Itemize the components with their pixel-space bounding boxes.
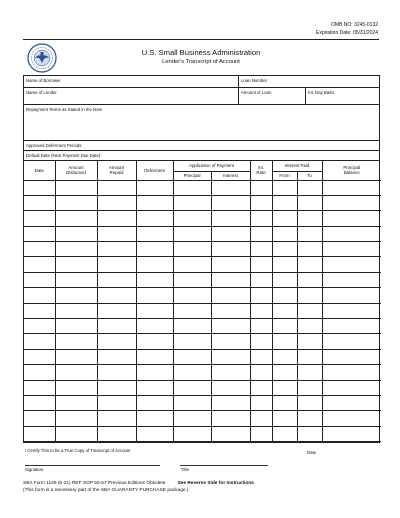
- table-cell[interactable]: [97, 365, 136, 380]
- form-title: Lender's Transcript of Account: [162, 59, 240, 65]
- table-cell[interactable]: [97, 272, 136, 287]
- table-row: [24, 288, 381, 303]
- lender-row: [24, 88, 379, 105]
- table-cell[interactable]: [136, 334, 173, 349]
- table-row: [24, 395, 381, 410]
- table-row: [24, 257, 381, 272]
- table-cell[interactable]: [211, 411, 250, 426]
- col-int-rate: Int. Rate: [250, 161, 272, 180]
- deferment-periods-row: [24, 141, 379, 151]
- col-interest-paid: Interest Paid: [272, 161, 322, 171]
- table-row: [24, 303, 381, 318]
- table-cell[interactable]: [250, 288, 272, 303]
- table-cell[interactable]: [24, 303, 55, 318]
- table-cell[interactable]: [211, 319, 250, 334]
- table-cell[interactable]: [136, 211, 173, 226]
- table-cell[interactable]: [136, 411, 173, 426]
- table-cell[interactable]: [173, 257, 211, 272]
- table-cell[interactable]: [322, 334, 381, 349]
- default-date-field[interactable]: Default Date (Next Payment Due Date):: [26, 152, 102, 158]
- table-cell[interactable]: [211, 180, 250, 195]
- table-cell[interactable]: [297, 365, 322, 380]
- col-to: To: [297, 171, 322, 180]
- table-cell[interactable]: [211, 195, 250, 210]
- table-cell[interactable]: [55, 211, 97, 226]
- table-cell[interactable]: [211, 303, 250, 318]
- amount-of-loan-field[interactable]: Amount of Loan: [239, 88, 306, 104]
- table-cell[interactable]: [97, 349, 136, 364]
- table-cell[interactable]: [97, 334, 136, 349]
- table-cell[interactable]: [55, 195, 97, 210]
- agency-name: U.S. Small Business Administration: [141, 48, 261, 57]
- table-cell[interactable]: [322, 411, 381, 426]
- table-cell[interactable]: [24, 426, 55, 441]
- table-cell[interactable]: [173, 211, 211, 226]
- table-cell[interactable]: [297, 242, 322, 257]
- table-cell[interactable]: [297, 257, 322, 272]
- table-cell[interactable]: [136, 349, 173, 364]
- table-cell[interactable]: [173, 195, 211, 210]
- table-row: [24, 334, 381, 349]
- table-cell[interactable]: [97, 195, 136, 210]
- omb-info: [316, 22, 378, 37]
- table-row: [24, 180, 381, 195]
- table-cell[interactable]: [322, 319, 381, 334]
- table-cell[interactable]: [322, 303, 381, 318]
- table-cell[interactable]: [97, 411, 136, 426]
- table-cell[interactable]: [272, 272, 297, 287]
- table-cell[interactable]: [97, 242, 136, 257]
- table-cell[interactable]: [173, 349, 211, 364]
- table-cell[interactable]: [297, 303, 322, 318]
- table-cell[interactable]: [24, 211, 55, 226]
- table-cell[interactable]: [211, 334, 250, 349]
- table-cell[interactable]: [24, 242, 55, 257]
- table-cell[interactable]: [136, 426, 173, 441]
- table-cell[interactable]: [55, 303, 97, 318]
- table-cell[interactable]: [211, 380, 250, 395]
- table-cell[interactable]: [272, 365, 297, 380]
- table-cell[interactable]: [97, 226, 136, 241]
- int-day-basis-field[interactable]: Int. Day Basis: [308, 89, 335, 95]
- table-cell[interactable]: [250, 411, 272, 426]
- table-cell[interactable]: [322, 426, 381, 441]
- form-header: [23, 39, 379, 75]
- table-cell[interactable]: [211, 257, 250, 272]
- col-date: Date: [24, 161, 55, 180]
- reverse-instructions: See Reverse Side for Instructions: [177, 481, 254, 486]
- table-cell[interactable]: [297, 195, 322, 210]
- table-cell[interactable]: [272, 257, 297, 272]
- table-cell[interactable]: [250, 242, 272, 257]
- table-cell[interactable]: [136, 319, 173, 334]
- table-cell[interactable]: [322, 288, 381, 303]
- table-cell[interactable]: [55, 226, 97, 241]
- signature-line[interactable]: [25, 465, 160, 466]
- title-label: Title: [181, 467, 189, 472]
- table-cell[interactable]: [97, 211, 136, 226]
- table-cell[interactable]: [297, 380, 322, 395]
- table-cell[interactable]: [173, 180, 211, 195]
- title-line[interactable]: [180, 465, 268, 466]
- table-cell[interactable]: [272, 180, 297, 195]
- date-label: Date: [307, 450, 317, 455]
- ledger-row: [24, 161, 379, 442]
- table-row: [24, 411, 381, 426]
- table-row: [24, 426, 381, 441]
- col-from: From: [272, 171, 297, 180]
- table-cell[interactable]: [297, 334, 322, 349]
- form-id: SBA Form 1149 (5-21) REF SOP 50-57 Previous Editions Obsolete: [23, 481, 166, 486]
- borrower-field[interactable]: Name of Borrower: [24, 76, 239, 87]
- repayment-terms-row: [24, 105, 379, 141]
- table-row: [24, 380, 381, 395]
- table-cell[interactable]: [173, 242, 211, 257]
- table-cell[interactable]: [173, 288, 211, 303]
- table-cell[interactable]: [211, 349, 250, 364]
- table-cell[interactable]: [24, 195, 55, 210]
- table-cell[interactable]: [297, 395, 322, 410]
- table-cell[interactable]: [173, 365, 211, 380]
- table-cell[interactable]: [250, 195, 272, 210]
- table-cell[interactable]: [173, 303, 211, 318]
- table-cell[interactable]: [173, 334, 211, 349]
- loan-number-field[interactable]: Loan Number: [241, 77, 268, 83]
- table-cell[interactable]: [272, 426, 297, 441]
- table-cell[interactable]: [322, 365, 381, 380]
- table-cell[interactable]: [136, 272, 173, 287]
- table-row: [24, 319, 381, 334]
- table-cell[interactable]: [97, 303, 136, 318]
- table-row: [24, 272, 381, 287]
- omb-number: OMB NO: 3245-0132: [331, 22, 378, 28]
- table-cell[interactable]: [297, 226, 322, 241]
- table-row: [24, 226, 381, 241]
- table-cell[interactable]: [297, 319, 322, 334]
- table-cell[interactable]: [211, 242, 250, 257]
- table-cell[interactable]: [136, 365, 173, 380]
- table-cell[interactable]: [250, 319, 272, 334]
- table-cell[interactable]: [24, 411, 55, 426]
- col-application-of-payment: Application of Payment: [173, 161, 250, 171]
- transcript-rows: [24, 180, 381, 442]
- table-cell[interactable]: [297, 426, 322, 441]
- table-cell[interactable]: [250, 349, 272, 364]
- table-cell[interactable]: [136, 303, 173, 318]
- table-cell[interactable]: [24, 180, 55, 195]
- table-cell[interactable]: [297, 349, 322, 364]
- table-cell[interactable]: [272, 349, 297, 364]
- table-cell[interactable]: [272, 242, 297, 257]
- table-cell[interactable]: [250, 226, 272, 241]
- table-cell[interactable]: [322, 380, 381, 395]
- table-cell[interactable]: [272, 395, 297, 410]
- table-cell[interactable]: [173, 380, 211, 395]
- table-cell[interactable]: [24, 288, 55, 303]
- col-principal: Principal: [173, 171, 211, 180]
- table-cell[interactable]: [55, 288, 97, 303]
- table-cell[interactable]: [322, 180, 381, 195]
- table-cell[interactable]: [250, 272, 272, 287]
- table-row: [24, 195, 381, 210]
- table-cell[interactable]: [173, 411, 211, 426]
- form-footer: [23, 480, 254, 494]
- table-cell[interactable]: [55, 349, 97, 364]
- table-cell[interactable]: [211, 365, 250, 380]
- table-cell[interactable]: [322, 349, 381, 364]
- default-date-row: [24, 151, 379, 161]
- table-cell[interactable]: [24, 349, 55, 364]
- table-cell[interactable]: [322, 211, 381, 226]
- table-cell[interactable]: [272, 303, 297, 318]
- table-cell[interactable]: [272, 319, 297, 334]
- table-cell[interactable]: [250, 303, 272, 318]
- table-cell[interactable]: [211, 288, 250, 303]
- table-cell[interactable]: [55, 272, 97, 287]
- table-cell[interactable]: [272, 195, 297, 210]
- table-cell[interactable]: [136, 257, 173, 272]
- table-cell[interactable]: [322, 272, 381, 287]
- table-cell[interactable]: [272, 411, 297, 426]
- table-cell[interactable]: [24, 365, 55, 380]
- table-cell[interactable]: [55, 380, 97, 395]
- table-cell[interactable]: [97, 395, 136, 410]
- table-cell[interactable]: [55, 395, 97, 410]
- table-cell[interactable]: [322, 395, 381, 410]
- table-cell[interactable]: [55, 365, 97, 380]
- table-cell[interactable]: [24, 257, 55, 272]
- table-row: [24, 365, 381, 380]
- table-cell[interactable]: [250, 395, 272, 410]
- table-cell[interactable]: [250, 257, 272, 272]
- table-cell[interactable]: [173, 226, 211, 241]
- table-cell[interactable]: [250, 180, 272, 195]
- table-cell[interactable]: [24, 319, 55, 334]
- table-cell[interactable]: [97, 426, 136, 441]
- certify-statement: I Certify This to be a True Copy of Transcript of Account: [25, 448, 131, 453]
- table-cell[interactable]: [97, 319, 136, 334]
- table-cell[interactable]: [322, 242, 381, 257]
- table-cell[interactable]: [55, 242, 97, 257]
- lender-field[interactable]: Name of Lender: [24, 88, 239, 104]
- table-cell[interactable]: [211, 226, 250, 241]
- form-note: (This form is a necessary part of the SBA GUARANTY PURCHASE package.): [23, 488, 189, 493]
- table-cell[interactable]: [211, 426, 250, 441]
- table-cell[interactable]: [55, 426, 97, 441]
- col-deferment: Deferment: [136, 161, 173, 180]
- table-cell[interactable]: [24, 380, 55, 395]
- table-cell[interactable]: [173, 319, 211, 334]
- table-cell[interactable]: [250, 365, 272, 380]
- table-cell[interactable]: [173, 395, 211, 410]
- table-cell[interactable]: [136, 395, 173, 410]
- table-cell[interactable]: [297, 288, 322, 303]
- table-cell[interactable]: [297, 272, 322, 287]
- table-cell[interactable]: [272, 211, 297, 226]
- table-cell[interactable]: [55, 319, 97, 334]
- table-cell[interactable]: [272, 288, 297, 303]
- col-amount-disbursed: Amount Disbursed: [55, 161, 97, 180]
- table-cell[interactable]: [55, 257, 97, 272]
- expiration-date: Expiration Date: 05/31/2024: [316, 29, 378, 36]
- certification-block: [23, 445, 380, 473]
- table-cell[interactable]: [55, 334, 97, 349]
- table-cell[interactable]: [136, 288, 173, 303]
- table-cell[interactable]: [250, 211, 272, 226]
- table-cell[interactable]: [250, 426, 272, 441]
- table-row: [24, 211, 381, 226]
- table-cell[interactable]: [24, 226, 55, 241]
- table-cell[interactable]: [97, 180, 136, 195]
- table-row: [24, 349, 381, 364]
- table-cell[interactable]: [211, 272, 250, 287]
- table-cell[interactable]: [322, 226, 381, 241]
- repayment-terms-field[interactable]: Repayment Terms as Stated in the Note: [26, 106, 103, 112]
- table-cell[interactable]: [272, 226, 297, 241]
- deferment-periods-field[interactable]: Approved Deferment Periods:: [26, 142, 83, 148]
- table-cell[interactable]: [322, 257, 381, 272]
- table-cell[interactable]: [136, 180, 173, 195]
- table-cell[interactable]: [272, 380, 297, 395]
- table-cell[interactable]: [250, 334, 272, 349]
- col-amount-repaid: Amount Repaid: [97, 161, 136, 180]
- table-cell[interactable]: [97, 380, 136, 395]
- table-cell[interactable]: [136, 226, 173, 241]
- signature-label: Signature: [25, 467, 44, 472]
- table-cell[interactable]: [211, 395, 250, 410]
- transcript-form: [23, 75, 380, 443]
- table-cell[interactable]: [211, 211, 250, 226]
- borrower-row: [24, 76, 379, 88]
- table-cell[interactable]: [97, 257, 136, 272]
- table-row: [24, 242, 381, 257]
- table-cell[interactable]: [322, 195, 381, 210]
- table-cell[interactable]: [272, 334, 297, 349]
- table-cell[interactable]: [250, 380, 272, 395]
- table-cell[interactable]: [24, 272, 55, 287]
- table-cell[interactable]: [24, 395, 55, 410]
- table-cell[interactable]: [24, 334, 55, 349]
- table-cell[interactable]: [173, 272, 211, 287]
- table-cell[interactable]: [297, 211, 322, 226]
- table-cell[interactable]: [97, 288, 136, 303]
- table-cell[interactable]: [297, 411, 322, 426]
- table-cell[interactable]: [173, 426, 211, 441]
- table-cell[interactable]: [136, 380, 173, 395]
- table-cell[interactable]: [55, 411, 97, 426]
- table-cell[interactable]: [136, 242, 173, 257]
- col-interest: Interest: [211, 171, 250, 180]
- table-cell[interactable]: [55, 180, 97, 195]
- transcript-table: [24, 161, 381, 442]
- table-cell[interactable]: [136, 195, 173, 210]
- table-cell[interactable]: [297, 180, 322, 195]
- col-principal-balance: Principal Balance: [322, 161, 381, 180]
